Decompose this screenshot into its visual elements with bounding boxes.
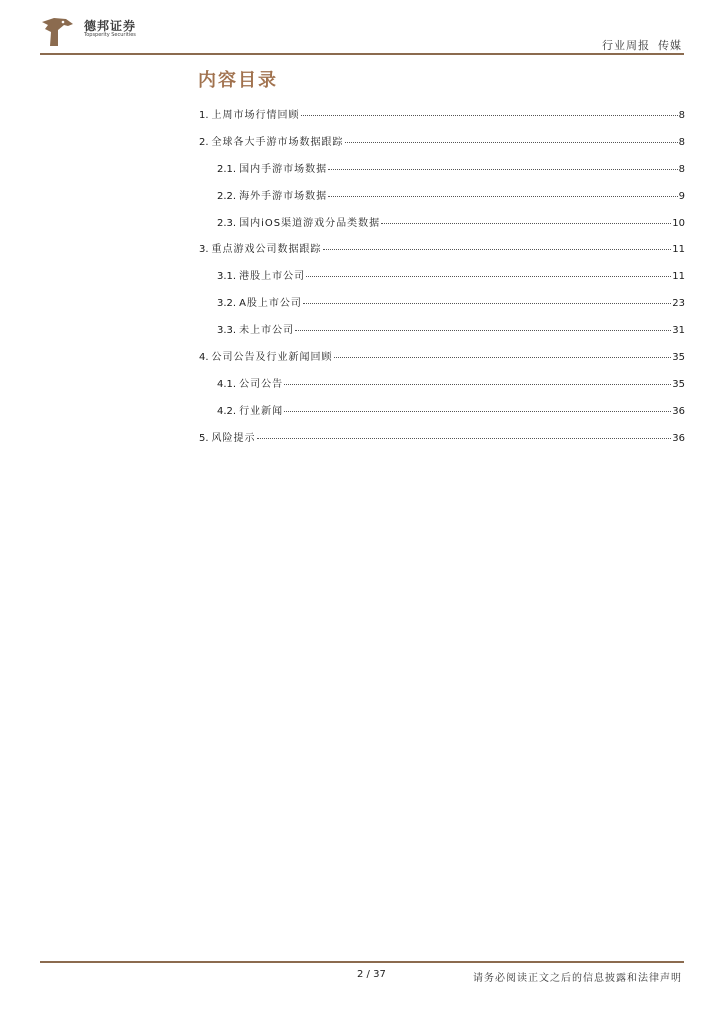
toc-entry-page: 36 — [672, 405, 685, 417]
toc-entry[interactable] — [199, 267, 685, 294]
toc-entry-page: 31 — [672, 325, 685, 337]
toc-entry[interactable] — [199, 240, 685, 267]
toc-entry-label: 公司公告及行业新闻回顾 — [211, 352, 333, 364]
page-number: 2 / 37 — [357, 969, 386, 980]
toc-entry-page: 11 — [672, 244, 685, 256]
header-divider — [40, 53, 684, 55]
industry-label: 传媒 — [658, 39, 682, 52]
toc-entry-label: 未上市公司 — [239, 325, 295, 337]
toc-leader-dots — [284, 411, 671, 412]
toc-entry[interactable] — [199, 321, 685, 348]
legal-disclaimer: 请务必阅读正文之后的信息披露和法律声明 — [473, 973, 682, 984]
toc-entry-page: 8 — [678, 136, 685, 148]
toc-entry-page: 10 — [672, 217, 685, 229]
toc-leader-dots — [284, 384, 671, 385]
toc-entry-page: 9 — [678, 190, 685, 202]
toc-entry-number: 3. — [199, 244, 209, 256]
toc-entry-page: 23 — [672, 298, 685, 310]
toc-entry-page: 11 — [672, 271, 685, 283]
toc-entry-number: 2.1. — [217, 163, 237, 175]
toc-entry[interactable] — [199, 133, 685, 160]
toc-entry[interactable] — [199, 402, 685, 429]
toc-leader-dots — [295, 330, 671, 331]
toc-entry-label: 海外手游市场数据 — [239, 190, 328, 202]
toc-entry[interactable] — [199, 348, 685, 375]
toc-entry-number: 4.1. — [217, 378, 237, 390]
toc-entry-number: 4. — [199, 352, 209, 364]
toc-leader-dots — [345, 142, 678, 143]
toc-entry-page: 35 — [672, 378, 685, 390]
toc-entry-label: 上周市场行情回顾 — [211, 110, 300, 121]
toc-entry-label: 行业新闻 — [239, 405, 284, 417]
toc-entry-number: 5. — [199, 432, 209, 444]
toc-leader-dots — [303, 303, 671, 304]
toc-entry-label: 重点游戏公司数据跟踪 — [211, 244, 322, 256]
toc-entry-number: 2. — [199, 136, 209, 148]
toc-entry[interactable] — [199, 214, 685, 241]
toc-leader-dots — [328, 169, 678, 170]
toc-entry[interactable] — [199, 429, 685, 456]
toc-entry-label: 风险提示 — [211, 432, 256, 444]
toc-entry-label: 国内手游市场数据 — [239, 163, 328, 175]
toc-entry-number: 3.2. — [217, 298, 237, 310]
toc-entry-number: 4.2. — [217, 405, 237, 417]
report-type: 行业周报 — [602, 39, 650, 52]
toc-entry-label: 全球各大手游市场数据跟踪 — [211, 136, 344, 148]
brand-name-english: Topsperity Securities — [84, 32, 136, 38]
toc-leader-dots — [328, 196, 678, 197]
toc-entry-number: 2.2. — [217, 190, 237, 202]
toc-entry[interactable] — [199, 160, 685, 187]
toc-entry-number: 2.3. — [217, 217, 237, 229]
toc-entry-label: 港股上市公司 — [239, 271, 306, 283]
toc-entry-label: 国内iOS渠道游戏分品类数据 — [239, 217, 381, 229]
toc-entry-number: 1. — [199, 110, 209, 121]
toc-entry-label: 公司公告 — [239, 378, 284, 390]
table-of-contents — [199, 106, 685, 456]
toc-entry[interactable] — [199, 294, 685, 321]
toc-entry-number: 3.1. — [217, 271, 237, 283]
toc-leader-dots — [306, 276, 671, 277]
toc-leader-dots — [381, 223, 671, 224]
toc-entry-label: A股上市公司 — [239, 298, 302, 310]
toc-entry-page: 8 — [678, 110, 685, 121]
footer-divider — [40, 961, 684, 963]
toc-entry[interactable] — [199, 106, 685, 133]
toc-entry[interactable] — [199, 375, 685, 402]
toc-entry-page: 8 — [678, 163, 685, 175]
toc-entry-page: 36 — [672, 432, 685, 444]
toc-title: 内容目录 — [198, 70, 278, 91]
toc-entry-page: 35 — [672, 352, 685, 364]
toc-leader-dots — [301, 115, 678, 116]
report-category — [602, 37, 682, 53]
brand-name: 德邦证券 — [84, 19, 137, 33]
toc-entry[interactable] — [199, 187, 685, 214]
toc-leader-dots — [334, 357, 672, 358]
toc-leader-dots — [323, 249, 672, 250]
company-logo-icon — [40, 16, 74, 48]
toc-leader-dots — [257, 438, 672, 439]
toc-entry-number: 3.3. — [217, 325, 237, 337]
